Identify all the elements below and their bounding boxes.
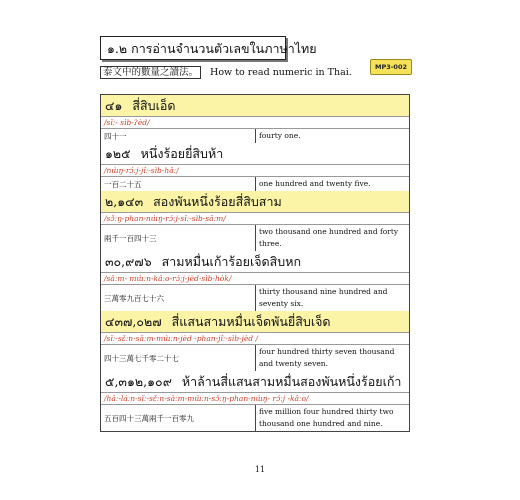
- chinese-reading: 四十一: [101, 129, 256, 143]
- translation-row: [101, 405, 409, 431]
- transliteration: /sǎːm- mɯ̀ːn-kâːo-rɔ́ːj-jèd-sìb-hòk/: [101, 273, 409, 285]
- translation-row: [101, 129, 409, 143]
- transliteration: /sǐː- sìb-ʔèd/: [101, 117, 409, 129]
- number-entry: [101, 251, 409, 311]
- numeric-reading-table: [100, 94, 410, 432]
- number-entry: [101, 371, 409, 431]
- transliteration: /sɔ̌ːŋ-phan-nɯ̀ŋ-rɔ́ːj-sǐː-sìb-sǎːm/: [101, 213, 409, 225]
- transliteration: /nɯ̀ŋ-rɔ́ːj-jîː-sìb-hâː/: [101, 165, 409, 177]
- chinese-reading: 兩千一百四十三: [101, 225, 256, 251]
- thai-words: สี่แสนสามหมื่นเจ็ดพันยี่สิบเจ็ด: [171, 314, 331, 329]
- translation-row: [101, 177, 409, 191]
- transliteration: /hâː-láːn-sǐː-sɛ̌ːn-sǎːm-mɯ̀ːn-sɔ̌ːŋ-phan-nɯ̀ŋ- rɔ́ːj -kâːo/: [101, 393, 409, 405]
- thai-words: หนึ่งร้อยยี่สิบห้า: [140, 146, 224, 161]
- thai-number-row: [101, 311, 409, 333]
- translation-row: [101, 285, 409, 311]
- subtitle-chinese: 泰文中的數量之讀法。: [100, 66, 201, 79]
- chinese-reading: 四十三萬七千零二十七: [101, 345, 256, 371]
- chinese-reading: 一百二十五: [101, 177, 256, 191]
- thai-numeral: ๓๐,๙๗๖: [105, 254, 152, 269]
- english-reading: fourty one.: [259, 131, 301, 140]
- number-entry: [101, 311, 409, 371]
- subtitle-english: How to read numeric in Thai.: [210, 67, 352, 78]
- page-number: 11: [254, 465, 266, 474]
- thai-numeral: ๔๑: [105, 98, 123, 113]
- thai-words: สี่สิบเอ็ด: [132, 98, 176, 113]
- transliteration: /sǐː-sɛ̌ːn-sǎːm-mɯ̀ːn-jèd -phan-jîː-sìb-jèd /: [101, 333, 409, 345]
- english-reading: two thousand one hundred and forty three.: [259, 227, 399, 248]
- thai-number-row: [101, 251, 409, 273]
- english-reading: thirty thousand nine hundred and seventy six.: [259, 287, 388, 308]
- thai-numeral: ๑๒๕: [105, 146, 131, 161]
- section-title: ๑.๒ การอ่านจำนวนตัวเลขในภาษาไทย: [100, 36, 286, 60]
- thai-words: สามหมื่นเก้าร้อยเจ็ดสิบหก: [161, 254, 302, 269]
- english-reading: four hundred thirty seven thousand and twenty seven.: [259, 347, 395, 368]
- subtitle: [100, 64, 352, 78]
- translation-row: [101, 225, 409, 251]
- thai-numeral: ๔๓๗,๐๒๗: [105, 314, 162, 329]
- thai-numeral: ๕,๓๑๒,๑๐๙: [105, 374, 172, 389]
- thai-number-row: [101, 95, 409, 117]
- number-entry: [101, 191, 409, 251]
- thai-number-row: [101, 143, 409, 165]
- thai-words: ห้าล้านสี่แสนสามหมื่นสองพันหนึ่งร้อยเก้า: [181, 374, 402, 389]
- thai-number-row: [101, 191, 409, 213]
- thai-numeral: ๒,๑๔๓: [105, 194, 144, 209]
- audio-badge[interactable]: MP3-002: [370, 59, 412, 75]
- english-reading: one hundred and twenty five.: [259, 179, 371, 188]
- number-entry: [101, 95, 409, 143]
- thai-words: สองพันหนึ่งร้อยสี่สิบสาม: [153, 194, 282, 209]
- chinese-reading: 五百四十三萬兩千一百零九: [101, 405, 256, 431]
- chinese-reading: 三萬零九百七十六: [101, 285, 256, 311]
- english-reading: five million four hundred thirty two thousand one hundred and nine.: [259, 407, 394, 428]
- translation-row: [101, 345, 409, 371]
- thai-number-row: [101, 371, 409, 393]
- number-entry: [101, 143, 409, 191]
